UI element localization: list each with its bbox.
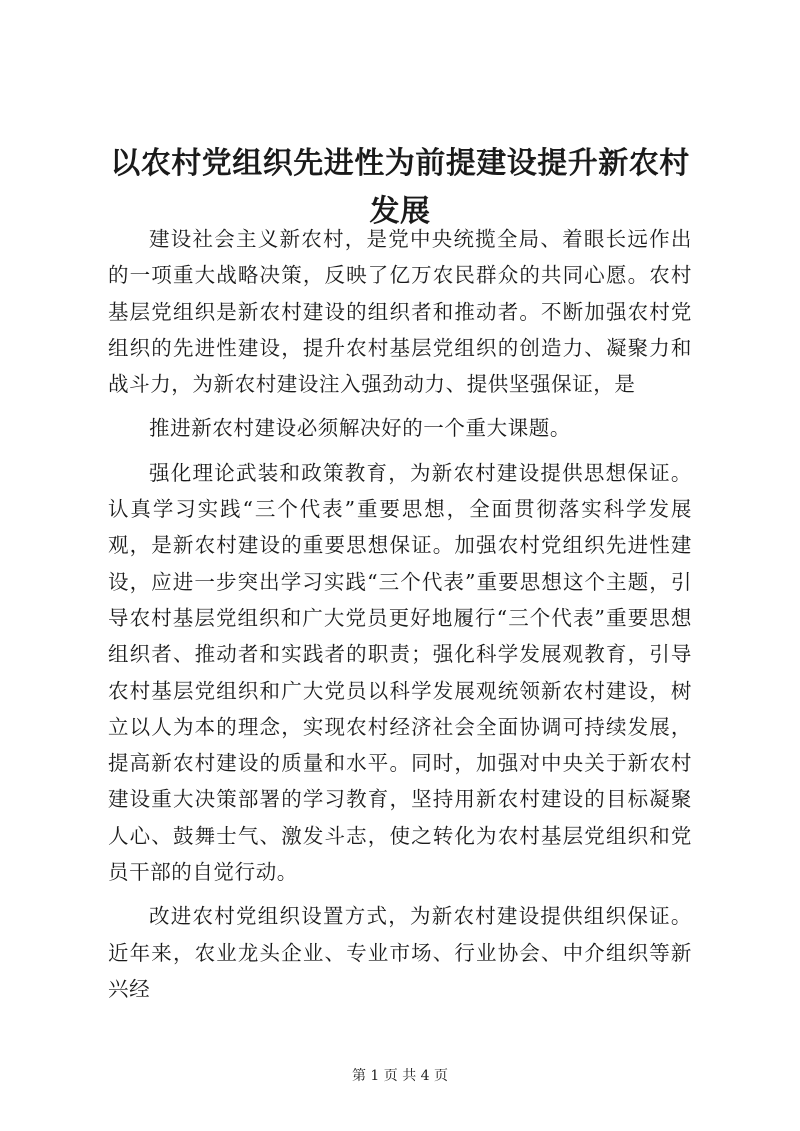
paragraph-1: 建设社会主义新农村，是党中央统揽全局、着眼长远作出的一项重大战略决策，反映了亿万农民群众的共同心愿。农村基层党组织是新农村建设的组织者和推动者。不断加强农村党组织的先进性建设，提升农村基层党组织的创造力、凝聚力和战斗力，为新农村建设注入强劲动力、提供坚强保证，是 (108, 227, 692, 397)
document-body (108, 221, 692, 1007)
paragraph-2: 推进新农村建设必须解决好的一个重大课题。 (149, 416, 571, 441)
page-footer: 第 1 页 共 4 页 (351, 1068, 449, 1084)
paragraph-4: 改进农村党组织设置方式，为新农村建设提供组织保证。近年来，农业龙头企业、专业市场、行业协会、中介组织等新兴经 (108, 904, 692, 1001)
paragraph-3: 强化理论武装和政策教育，为新农村建设提供思想保证。认真学习实践“三个代表”重要思想，全面贯彻落实科学发展观，是新农村建设的重要思想保证。加强农村党组织先进性建设，应进一步突出学习实践“三个代表”重要思想这个主题，引导农村基层党组织和广大党员更好地履行“三个代表”重要思想组织者、推动者和实践者的职责；强化科学发展观教育，引导农村基层党组织和广大党员以科学发展观统领新农村建设，树立以人为本的理念，实现农村经济社会全面协调可持续发展，提高新农村建设的质量和水平。同时，加强对中央关于新农村建设重大决策部署的学习教育，坚持用新农村建设的目标凝聚人心、鼓舞士气、激发斗志，使之转化为农村基层党组织和党员干部的自觉行动。 (108, 460, 692, 885)
document-title: 以农村党组织先进性为前提建设提升新农村发展 (110, 146, 690, 229)
